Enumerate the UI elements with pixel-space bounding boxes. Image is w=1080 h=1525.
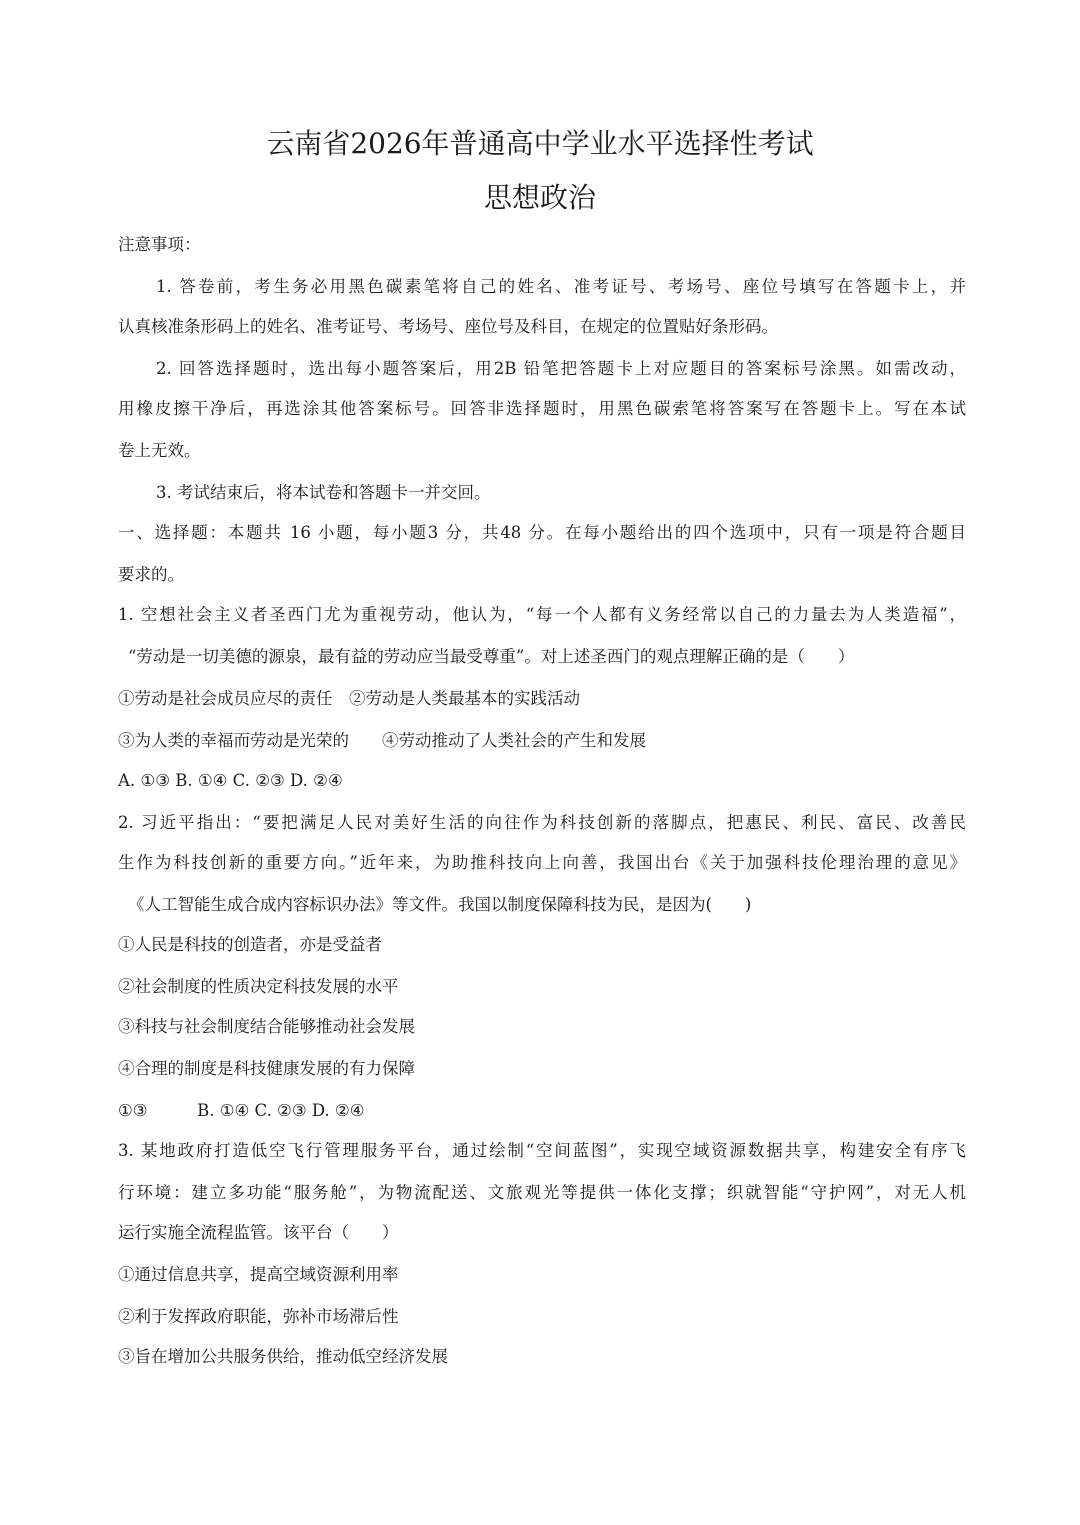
notice-item-1-line-2: 认真核准条形码上的姓名、准考证号、考场号、座位号及科目，在规定的位置贴好条形码。 xyxy=(118,317,778,336)
question-3-option-1: ①通过信息共享，提高空域资源利用率 xyxy=(118,1265,399,1284)
question-2-option-3: ③科技与社会制度结合能够推动社会发展 xyxy=(118,1017,415,1036)
question-3-line-2: 行环境：建立多功能“服务舱”，为物流配送、文旅观光等提供一体化支撑；织就智能“守护网”，对无人机 xyxy=(118,1183,966,1202)
question-2-choices: ①③ B. ①④ C. ②③ D. ②④ xyxy=(118,1101,365,1120)
question-1-choices: A. ①③ B. ①④ C. ②③ D. ②④ xyxy=(118,771,343,790)
section-1-line-1: 一、选择题：本题共 16 小题，每小题3 分，共48 分。在每小题给出的四个选项中，只有一项是符合题目 xyxy=(118,523,966,542)
notice-item-2-line-2: 用橡皮擦干净后，再选涂其他答案标号。回答非选择题时，用黑色碳索笔将答案写在答题卡上。写在本试 xyxy=(118,399,966,418)
question-2-option-2: ②社会制度的性质决定科技发展的水平 xyxy=(118,977,399,996)
question-2-line-2: 生作为科技创新的重要方向。”近年来，为助推科技向上向善，我国出台《关于加强科技伦理治理的意见》 xyxy=(118,853,966,872)
question-1-line-1: 1. 空想社会主义者圣西门尤为重视劳动，他认为，“每一个人都有义务经常以自己的力量去为人类造福”， xyxy=(118,605,966,624)
question-3-line-3: 运行实施全流程监管。该平台（ ） xyxy=(118,1223,399,1242)
notice-item-2-line-3: 卷上无效。 xyxy=(118,441,201,460)
question-3-line-1: 3. 某地政府打造低空飞行管理服务平台，通过绘制“空间蓝图”，实现空域资源数据共享，构建安全有序飞 xyxy=(118,1141,966,1160)
question-2-line-3: 《人工智能生成合成内容标识办法》等文件。我国以制度保障科技为民，是因为( ) xyxy=(128,895,752,914)
exam-subject: 思想政治 xyxy=(483,181,596,214)
notice-item-2-line-1: 2. 回答选择题时，选出每小题答案后，用2B 铅笔把答题卡上对应题目的答案标号涂黑。如需改动， xyxy=(156,359,966,378)
section-1-line-2: 要求的。 xyxy=(118,565,184,584)
question-2-option-1: ①人民是科技的创造者，亦是受益者 xyxy=(118,935,382,954)
question-3-option-2: ②利于发挥政府职能，弥补市场滞后性 xyxy=(118,1307,399,1326)
notice-item-3: 3. 考试结束后，将本试卷和答题卡一并交回。 xyxy=(156,483,491,502)
notice-item-1-line-1: 1. 答卷前，考生务必用黑色碳素笔将自己的姓名、准考证号、考场号、座位号填写在答题卡上，并 xyxy=(156,277,966,296)
exam-title: 云南省2026年普通高中学业水平选择性考试 xyxy=(266,127,814,160)
question-1-options-1-2: ①劳动是社会成员应尽的责任 ②劳动是人类最基本的实践活动 xyxy=(118,689,580,708)
question-1-options-3-4: ③为人类的幸福而劳动是光荣的 ④劳动推动了人类社会的产生和发展 xyxy=(118,731,646,750)
question-2-line-1: 2. 习近平指出：“要把满足人民对美好生活的向往作为科技创新的落脚点，把惠民、利民、富民、改善民 xyxy=(118,813,966,832)
question-3-option-3: ③旨在增加公共服务供给，推动低空经济发展 xyxy=(118,1347,448,1366)
question-1-line-2: “劳动是一切美德的源泉，最有益的劳动应当最受尊重”。对上述圣西门的观点理解正确的是（ ） xyxy=(128,647,855,666)
question-2-option-4: ④合理的制度是科技健康发展的有力保障 xyxy=(118,1059,415,1078)
notice-heading: 注意事项： xyxy=(118,235,201,254)
